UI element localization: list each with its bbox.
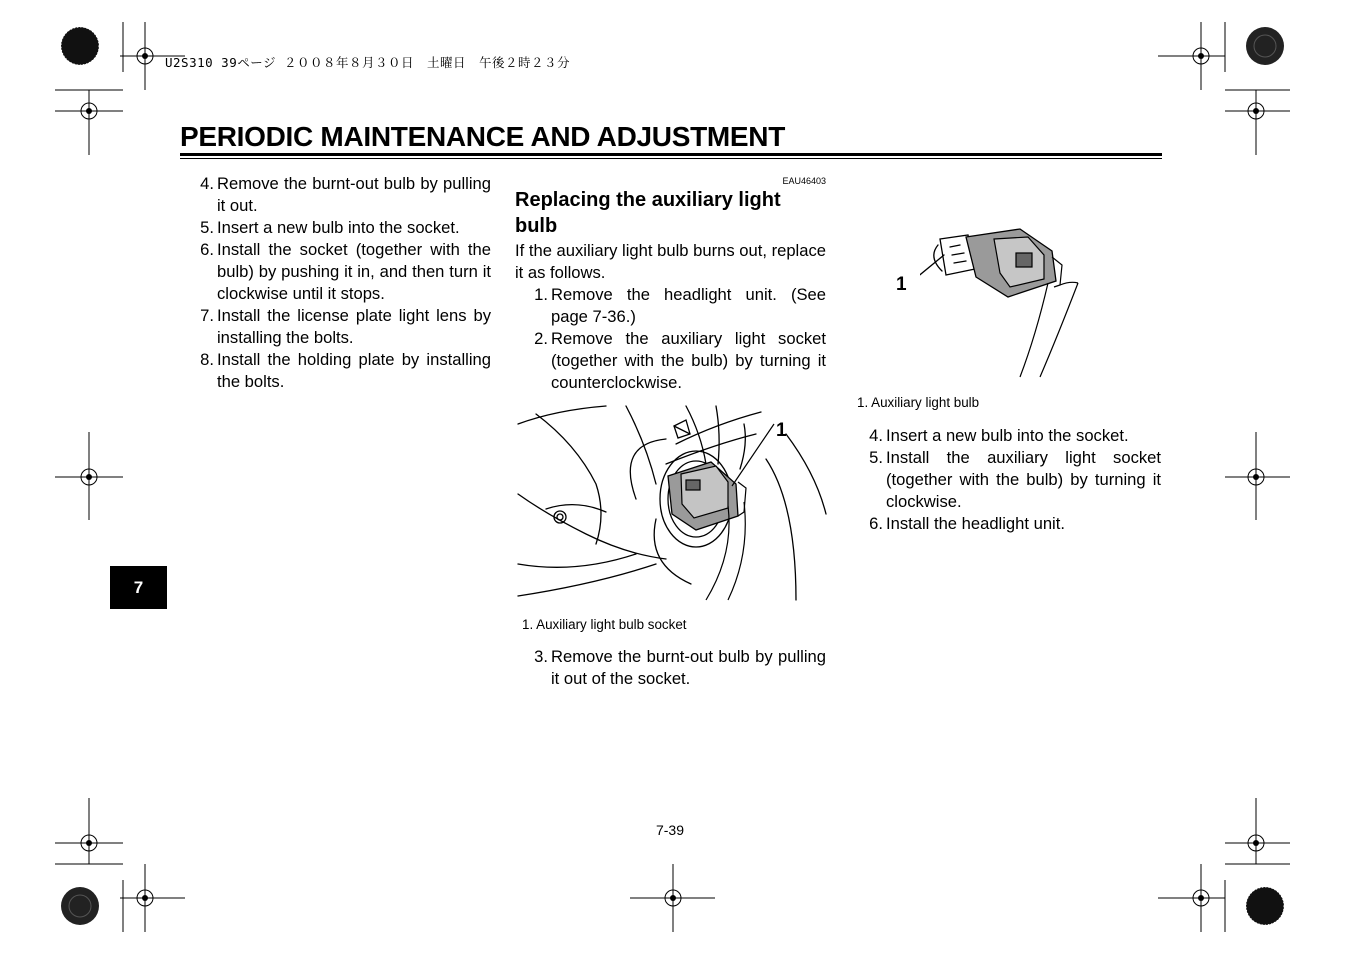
- section-heading: Replacing the auxiliary light bulb: [515, 189, 781, 237]
- figure1-caption: 1. Auxiliary light bulb socket: [522, 617, 687, 632]
- title-rule-thick: [180, 153, 1162, 156]
- figure2-caption: 1. Auxiliary light bulb: [857, 395, 980, 410]
- list-item: 5. Insert a new bulb into the socket.: [200, 218, 460, 237]
- left-column-steps: [181, 173, 491, 393]
- list-item: 5. Install the auxiliary light socket (together with the bulb) by turning it clockwise.: [869, 448, 1161, 511]
- steps-bulb-out: [515, 646, 826, 690]
- list-item: 4. Insert a new bulb into the socket.: [869, 426, 1129, 445]
- section-intro: If the auxiliary light bulb burns out, replace it as follows.: [515, 241, 826, 282]
- page-title: PERIODIC MAINTENANCE AND ADJUSTMENT: [180, 121, 785, 152]
- figure2-callout: 1: [896, 274, 907, 295]
- chapter-tab: 7: [110, 566, 167, 609]
- reference-code: EAU46403: [782, 176, 826, 186]
- list-item: 6. Install the headlight unit.: [869, 514, 1065, 533]
- print-job-header: U2S310 39ページ ２００８年８月３０日 土曜日 午後２時２３分: [165, 55, 571, 70]
- figure1-callout: 1: [776, 420, 787, 441]
- list-item: 1. Remove the headlight unit. (See page 7-36.): [534, 285, 826, 326]
- list-item: 3. Remove the burnt-out bulb by pulling it out of the socket.: [534, 647, 826, 688]
- auxiliary-bulb-illustration: [920, 225, 1090, 383]
- list-item: 8. Install the holding plate by installing the bolts.: [200, 350, 491, 391]
- steps-remove: [515, 284, 826, 394]
- title-rule-thin: [180, 158, 1162, 159]
- list-item: 6. Install the socket (together with the bulb) by pushing it in, and then turn it clockwise until it stops.: [200, 240, 491, 303]
- list-item: 7. Install the license plate light lens by installing the bolts.: [200, 306, 491, 347]
- steps-install: [850, 425, 1161, 535]
- page-number: 7-39: [655, 822, 685, 838]
- list-item: 4. Remove the burnt-out bulb by pulling it out.: [200, 174, 491, 215]
- list-item: 2. Remove the auxiliary light socket (together with the bulb) by turning it counterclockwise.: [534, 329, 826, 392]
